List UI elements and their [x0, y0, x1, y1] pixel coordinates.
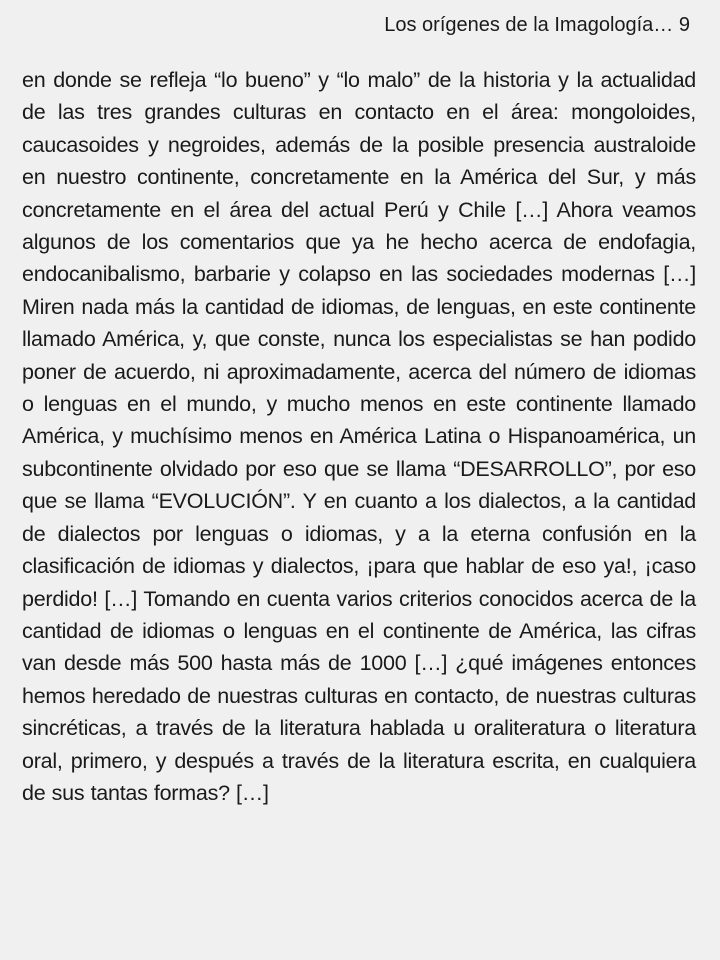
body-paragraph: en donde se refleja “lo bueno” y “lo malo” de la historia y la actualidad de las tres grandes culturas en contacto en el área: mongoloides, caucasoides y negroides, además de la posible presencia australoide en nuestro continente, concretamente en la América del Sur, y más concretamente en el área del actual Perú y Chile […] Ahora veamos algunos de los comentarios que ya he hecho acerca de endofagia, endocanibalismo, barbarie y colapso en las sociedades modernas […] Miren nada más la cantidad de idiomas, de lenguas, en este continente llamado América, y, que conste, nunca los especialistas se han podido poner de acuerdo, ni aproximadamente, acerca del número de idiomas o lenguas en el mundo, y mucho menos en este continente llamado América, y muchísimo menos en América Latina o Hispanoamérica, un subcontinente olvidado por eso que se llama “DESARROLLO”, por eso que se llama “EVOLUCIÓN”. Y en cuanto a los dialectos, a la cantidad de dialectos por lenguas o idiomas, y a la eterna confusión en la clasificación de idiomas y dialectos, ¡para que hablar de eso ya!, ¡caso perdido! […] Tomando en cuenta varios criterios conocidos acerca de la cantidad de idiomas o lenguas en el continente de América, las cifras van desde más 500 hasta más de 1000 […] ¿qué imágenes entonces hemos heredado de nuestras culturas en contacto, de nuestras culturas sincréticas, a través de la literatura hablada u oraliteratura o literatura oral, primero, y después a través de la literatura escrita, en cualquiera de sus tantas formas? […]	[22, 68, 696, 805]
page-title: Los orígenes de la Imagología… 9	[384, 14, 690, 36]
page-header	[0, 0, 720, 38]
